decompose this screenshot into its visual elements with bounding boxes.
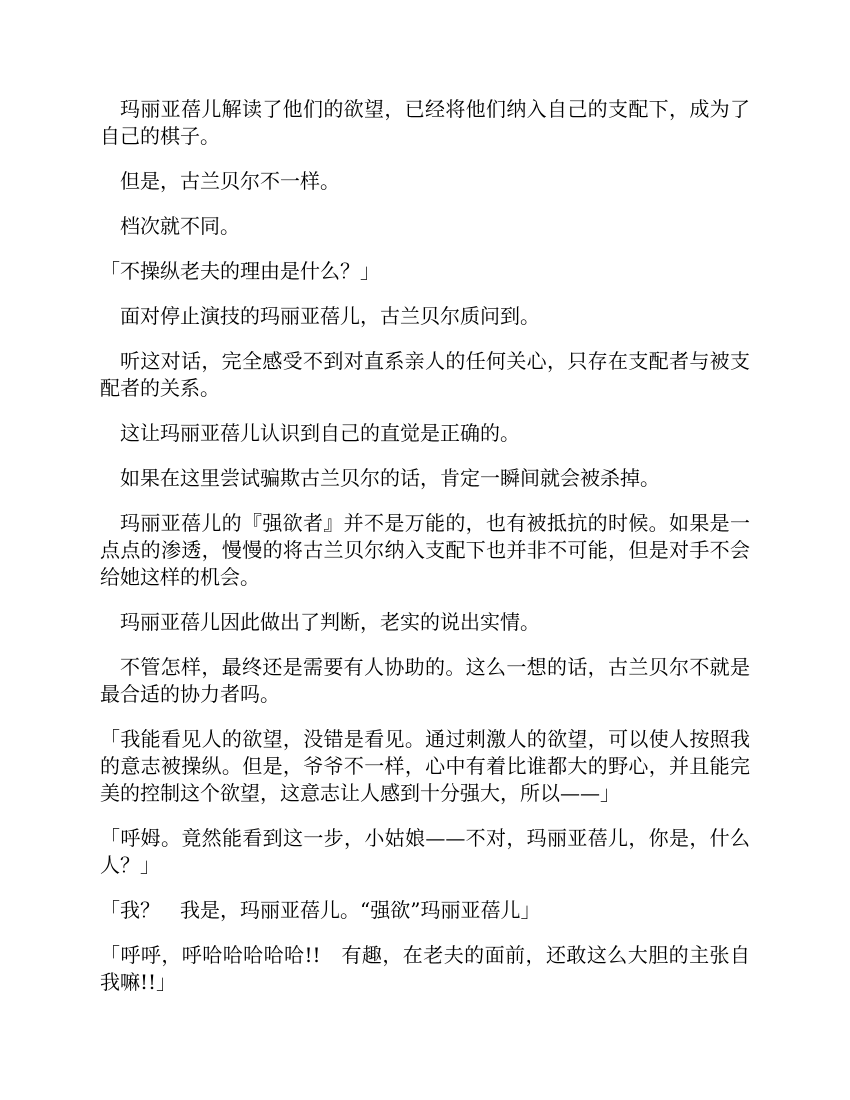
dialogue-paragraph: 「呼呼，呼哈哈哈哈哈!! 有趣，在老夫的面前，还敢这么大胆的主张自我嘛!!」 [100, 943, 750, 994]
paragraph: 听这对话，完全感受不到对直系亲人的任何关心，只存在支配者与被支配者的关系。 [100, 349, 750, 400]
paragraph: 但是，古兰贝尔不一样。 [120, 169, 340, 193]
document-page [100, 96, 750, 1014]
paragraph: 玛丽亚蓓儿的『强欲者』并不是万能的，也有被抵抗的时候。如果是一点点的渗透，慢慢的将古兰贝尔纳入支配下也并非不可能，但是对手不会给她这样的机会。 [100, 511, 750, 589]
paragraph: 玛丽亚蓓儿因此做出了判断，老实的说出实情。 [120, 610, 540, 634]
paragraph: 不管怎样，最终还是需要有人协助的。这么一想的话，古兰贝尔不就是最合适的协力者吗。 [100, 655, 750, 706]
paragraph: 玛丽亚蓓儿解读了他们的欲望，已经将他们纳入自己的支配下，成为了自己的棋子。 [100, 97, 750, 148]
dialogue-paragraph: 「我？ 我是，玛丽亚蓓儿。“强欲”玛丽亚蓓儿」 [100, 898, 541, 922]
paragraph: 面对停止演技的玛丽亚蓓儿，古兰贝尔质问到。 [120, 304, 540, 328]
paragraph: 档次就不同。 [120, 214, 240, 238]
paragraph: 这让玛丽亚蓓儿认识到自己的直觉是正确的。 [120, 421, 520, 445]
paragraph: 如果在这里尝试骗欺古兰贝尔的话，肯定一瞬间就会被杀掉。 [120, 466, 660, 490]
dialogue-paragraph: 「呼姆。竟然能看到这一步，小姑娘——不对，玛丽亚蓓儿，你是，什么人？」 [100, 826, 750, 877]
dialogue-paragraph: 「不操纵老夫的理由是什么？」 [100, 259, 380, 283]
dialogue-paragraph: 「我能看见人的欲望，没错是看见。通过刺激人的欲望，可以使人按照我的意志被操纵。但是，爷爷不一样，心中有着比谁都大的野心，并且能完美的控制这个欲望，这意志让人感到十分强大，所以——」 [100, 727, 750, 805]
